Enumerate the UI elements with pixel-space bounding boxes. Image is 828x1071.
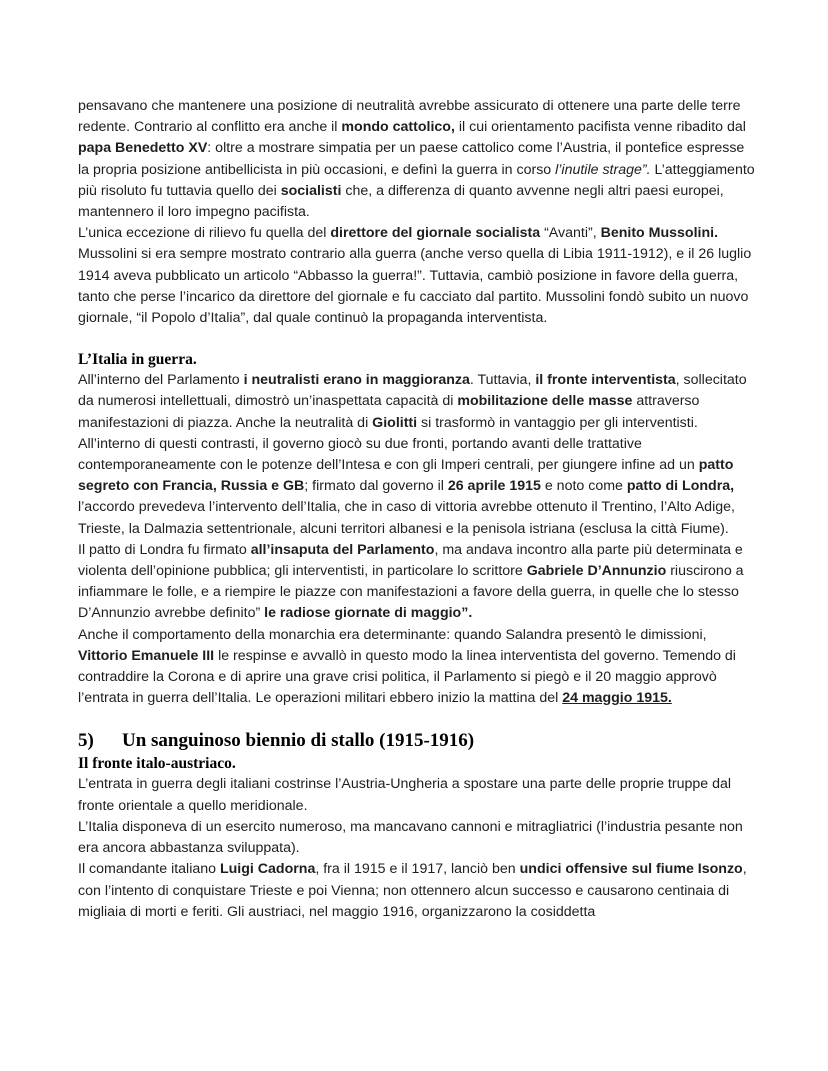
paragraph-monarchia: Anche il comportamento della monarchia era determinante: quando Salandra presentò le dimissioni, Vittorio Emanuele III le respinse e avvallò in questo modo la linea interventista del governo. Temendo di contraddire la Corona e di aprire una grave crisi politica, il Parlamento si piegò e il 20 maggio approvò l’entrata in guerra dell’Italia. Le operazioni militari ebbero inizio la mattina del 24 maggio 1915. xyxy=(78,626,736,707)
subheading-fronte: Il fronte italo-austriaco. xyxy=(78,755,236,773)
paragraph-parlamento: All’interno del Parlamento i neutralisti erano in maggioranza. Tuttavia, il fronte interventista, sollecitato da numerosi intellettuali, dimostrò un’inaspettata capacità di mobilitazione delle masse attraverso manifestazioni di piazza. Anche la neutralità di Giolitti si trasformò in vantaggio per gli interventisti. xyxy=(78,372,747,431)
paragraph-patto-londra: All’interno di questi contrasti, il governo giocò su due fronti, portando avanti delle trattative contemporaneamente con le potenze dell’Intesa e con gli Imperi centrali, per giungere infine ad un patto segreto con Francia, Russia e GB; firmato dal governo il 26 aprile 1915 e noto come patto di Londra, l’accordo prevedeva l’intervento dell’Italia, che in caso di vittoria avrebbe ottenuto il Trentino, l’Alto Adige, Trieste, la Dalmazia settentrionale, alcuni territori albanesi e la penisola istriana (esclusa la città Fiume). xyxy=(78,435,735,537)
section-heading-5 xyxy=(78,729,758,753)
paragraph-esercito: L’Italia disponeva di un esercito numeroso, ma mancavano cannoni e mitragliatrici (l’industria pesante non era ancora abbastanza sviluppata). xyxy=(78,818,743,857)
date-underlined: 24 maggio 1915. xyxy=(562,690,672,707)
section-title: Un sanguinoso biennio di stallo (1915-1916) xyxy=(122,730,475,752)
paragraph-dannunzio: Il patto di Londra fu firmato all’insaputa del Parlamento, ma andava incontro alla parte più determinata e violenta dell’opinione pubblica; gli interventisti, in particolare lo scrittore Gabriele D’Annunzio riuscirono a infiammare le folle, e a riempire le piazze con manifestazioni a favore della guerra, in quelle che lo stesso D’Annunzio avrebbe definito” le radiose giornate di maggio”. xyxy=(78,541,744,622)
paragraph-mussolini: L’unica eccezione di rilievo fu quella del direttore del giornale socialista “Avanti”, Benito Mussolini. Mussolini si era sempre mostrato contrario alla guerra (anche verso quella di Libia 1911-1912), e il 26 luglio 1914 aveva pubblicato un articolo “Abbasso la guerra!”. Tuttavia, cambiò posizione in favore della guerra, tanto che perse l’incarico da direttore del giornale e fu cacciato dal partito. Mussolini fondò subito un nuovo giornale, “il Popolo d’Italia”, dal quale continuò la propaganda interventista. xyxy=(78,225,752,327)
paragraph-neutrality: pensavano che mantenere una posizione di neutralità avrebbe assicurato di ottenere una parte delle terre redente. Contrario al conflitto era anche il mondo cattolico, il cui orientamento pacifista venne ribadito dal papa Benedetto XV: oltre a mostrare simpatia per un paese cattolico come l’Austria, il pontefice espresse la propria posizione antibellicista in più occasioni, e definì la guerra in corso l’inutile strage”. L’atteggiamento più risoluto fu tuttavia quello dei socialisti che, a differenza di quanto avvenne negli altri paesi europei, mantennero il loro impegno pacifista. xyxy=(78,98,755,221)
paragraph-cadorna: Il comandante italiano Luigi Cadorna, fra il 1915 e il 1917, lanciò ben undici offensive sul fiume Isonzo, con l’intento di conquistare Trieste e poi Vienna; non ottennero alcun successo e causarono centinaia di migliaia di morti e feriti. Gli austriaci, nel maggio 1916, organizzarono la cosiddetta xyxy=(78,861,747,920)
paragraph-austria: L’entrata in guerra degli italiani costrinse l’Austria-Ungheria a spostare una parte delle proprie truppe dal fronte orientale a quello meridionale. xyxy=(78,776,732,814)
section-heading-italia: L’Italia in guerra. xyxy=(78,351,197,369)
section-number: 5) xyxy=(78,730,94,752)
